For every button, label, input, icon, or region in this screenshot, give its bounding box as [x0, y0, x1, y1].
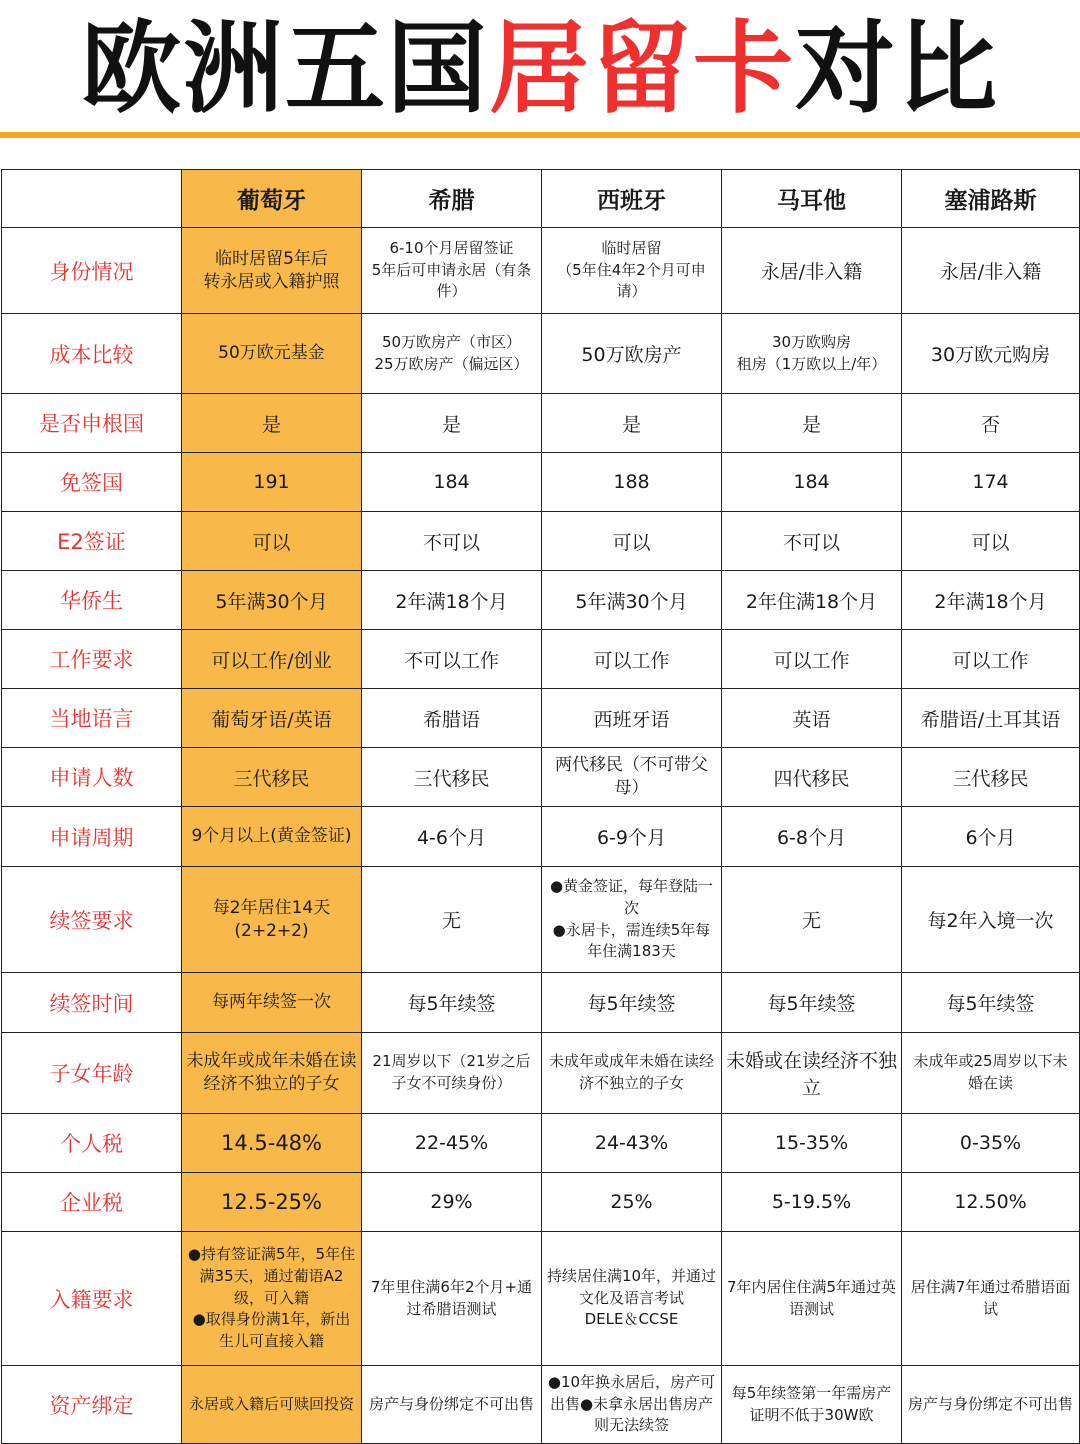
cell-malta: 是 — [722, 394, 902, 453]
cell-greece: 无 — [362, 867, 542, 973]
cell-malta: 30万欧购房 租房（1万欧以上/年） — [722, 314, 902, 394]
cell-malta: 6-8个月 — [722, 807, 902, 867]
cell-spain: 6-9个月 — [542, 807, 722, 867]
cell-cyprus: 174 — [902, 453, 1080, 512]
cell-cyprus: 12.50% — [902, 1173, 1080, 1232]
cell-cyprus: 可以 — [902, 512, 1080, 571]
cell-greece: 4-6个月 — [362, 807, 542, 867]
cell-cyprus: 每5年续签 — [902, 973, 1080, 1033]
table-row — [2, 1173, 1080, 1232]
cell-spain: 可以工作 — [542, 630, 722, 689]
cell-portugal: 可以工作/创业 — [182, 630, 362, 689]
row-label: 华侨生 — [2, 571, 182, 630]
cell-spain: 50万欧房产 — [542, 314, 722, 394]
row-label: 续签要求 — [2, 867, 182, 973]
cell-spain: 25% — [542, 1173, 722, 1232]
cell-portugal: 三代移民 — [182, 748, 362, 807]
header-corner — [2, 170, 182, 228]
title-divider — [0, 132, 1080, 138]
cell-portugal: 可以 — [182, 512, 362, 571]
title-banner — [0, 0, 1080, 132]
cell-greece: 房产与身份绑定不可出售 — [362, 1366, 542, 1444]
cell-portugal: 9个月以上(黄金签证) — [182, 807, 362, 867]
cell-cyprus: 0-35% — [902, 1114, 1080, 1173]
cell-malta: 不可以 — [722, 512, 902, 571]
cell-spain: 临时居留 （5年住4年2个月可申请） — [542, 228, 722, 314]
cell-malta: 15-35% — [722, 1114, 902, 1173]
header-greece: 希腊 — [362, 170, 542, 228]
row-label: 免签国 — [2, 453, 182, 512]
row-label: 身份情况 — [2, 228, 182, 314]
cell-greece: 不可以 — [362, 512, 542, 571]
table-row — [2, 228, 1080, 314]
cell-malta: 184 — [722, 453, 902, 512]
cell-greece: 6-10个月居留签证 5年后可申请永居（有条件） — [362, 228, 542, 314]
row-label: 申请周期 — [2, 807, 182, 867]
cell-cyprus: 每2年入境一次 — [902, 867, 1080, 973]
row-label: 企业税 — [2, 1173, 182, 1232]
row-label: 工作要求 — [2, 630, 182, 689]
table-row — [2, 394, 1080, 453]
cell-spain: ●黄金签证，每年登陆一次 ●永居卡，需连续5年每年住满183天 — [542, 867, 722, 973]
cell-portugal: 14.5-48% — [182, 1114, 362, 1173]
table-row — [2, 512, 1080, 571]
cell-cyprus: 否 — [902, 394, 1080, 453]
cell-spain: 5年满30个月 — [542, 571, 722, 630]
row-label: 个人税 — [2, 1114, 182, 1173]
cell-greece: 不可以工作 — [362, 630, 542, 689]
cell-greece: 184 — [362, 453, 542, 512]
cell-cyprus: 希腊语/土耳其语 — [902, 689, 1080, 748]
cell-greece: 是 — [362, 394, 542, 453]
cell-portugal: 未成年或成年未婚在读经济不独立的子女 — [182, 1033, 362, 1114]
row-label: 是否申根国 — [2, 394, 182, 453]
cell-cyprus: 2年满18个月 — [902, 571, 1080, 630]
cell-cyprus: 房产与身份绑定不可出售 — [902, 1366, 1080, 1444]
table-row — [2, 689, 1080, 748]
cell-malta: 无 — [722, 867, 902, 973]
header-cyprus: 塞浦路斯 — [902, 170, 1080, 228]
table-row — [2, 453, 1080, 512]
row-label: 入籍要求 — [2, 1232, 182, 1366]
cell-greece: 21周岁以下（21岁之后子女不可续身份） — [362, 1033, 542, 1114]
cell-malta: 英语 — [722, 689, 902, 748]
cell-portugal: 12.5-25% — [182, 1173, 362, 1232]
cell-cyprus: 未成年或25周岁以下未婚在读 — [902, 1033, 1080, 1114]
cell-portugal: 葡萄牙语/英语 — [182, 689, 362, 748]
table-row — [2, 1114, 1080, 1173]
table-row — [2, 314, 1080, 394]
cell-greece: 22-45% — [362, 1114, 542, 1173]
cell-greece: 每5年续签 — [362, 973, 542, 1033]
header-row — [2, 170, 1080, 228]
cell-spain: ●10年换永居后，房产可出售●未拿永居出售房产则无法续签 — [542, 1366, 722, 1444]
cell-cyprus: 居住满7年通过希腊语面试 — [902, 1232, 1080, 1366]
cell-malta: 每5年续签第一年需房产证明不低于30W欧 — [722, 1366, 902, 1444]
cell-portugal: 是 — [182, 394, 362, 453]
row-label: 当地语言 — [2, 689, 182, 748]
cell-greece: 29% — [362, 1173, 542, 1232]
cell-malta: 每5年续签 — [722, 973, 902, 1033]
page-title — [81, 10, 999, 127]
cell-greece: 三代移民 — [362, 748, 542, 807]
cell-malta: 四代移民 — [722, 748, 902, 807]
cell-malta: 未婚或在读经济不独立 — [722, 1033, 902, 1114]
cell-portugal: 191 — [182, 453, 362, 512]
cell-malta: 5-19.5% — [722, 1173, 902, 1232]
row-label: 成本比较 — [2, 314, 182, 394]
header-portugal: 葡萄牙 — [182, 170, 362, 228]
row-label: E2签证 — [2, 512, 182, 571]
row-label: 资产绑定 — [2, 1366, 182, 1444]
cell-greece: 2年满18个月 — [362, 571, 542, 630]
cell-spain: 是 — [542, 394, 722, 453]
cell-spain: 可以 — [542, 512, 722, 571]
cell-cyprus: 可以工作 — [902, 630, 1080, 689]
title-part-1: 欧洲五国 — [81, 10, 489, 127]
cell-spain: 持续居住满10年，并通过文化及语言考试 DELE＆CCSE — [542, 1232, 722, 1366]
cell-spain: 24-43% — [542, 1114, 722, 1173]
cell-cyprus: 6个月 — [902, 807, 1080, 867]
table-row — [2, 571, 1080, 630]
cell-cyprus: 30万欧元购房 — [902, 314, 1080, 394]
table-row — [2, 1232, 1080, 1366]
cell-malta: 7年内居住住满5年通过英语测试 — [722, 1232, 902, 1366]
cell-portugal: 临时居留5年后 转永居或入籍护照 — [182, 228, 362, 314]
title-part-3: 对比 — [795, 10, 999, 127]
cell-portugal: 每2年居住14天 (2+2+2) — [182, 867, 362, 973]
cell-portugal: 永居或入籍后可赎回投资 — [182, 1366, 362, 1444]
table-row — [2, 1366, 1080, 1444]
cell-portugal: ●持有签证满5年，5年住满35天，通过葡语A2级，可入籍 ●取得身份满1年，新出生儿可直接入籍 — [182, 1232, 362, 1366]
cell-spain: 未成年或成年未婚在读经济不独立的子女 — [542, 1033, 722, 1114]
cell-portugal: 每两年续签一次 — [182, 973, 362, 1033]
comparison-table — [1, 169, 1080, 1444]
table-row — [2, 748, 1080, 807]
cell-spain: 每5年续签 — [542, 973, 722, 1033]
row-label: 续签时间 — [2, 973, 182, 1033]
table-row — [2, 867, 1080, 973]
table-row — [2, 630, 1080, 689]
cell-greece: 7年里住满6年2个月+通过希腊语测试 — [362, 1232, 542, 1366]
cell-cyprus: 永居/非入籍 — [902, 228, 1080, 314]
table-row — [2, 807, 1080, 867]
title-part-2: 居留卡 — [489, 10, 795, 127]
cell-cyprus: 三代移民 — [902, 748, 1080, 807]
table-row — [2, 1033, 1080, 1114]
table-row — [2, 973, 1080, 1033]
row-label: 申请人数 — [2, 748, 182, 807]
cell-malta: 2年住满18个月 — [722, 571, 902, 630]
cell-spain: 188 — [542, 453, 722, 512]
cell-greece: 50万欧房产（市区） 25万欧房产（偏远区） — [362, 314, 542, 394]
cell-portugal: 50万欧元基金 — [182, 314, 362, 394]
header-spain: 西班牙 — [542, 170, 722, 228]
cell-malta: 永居/非入籍 — [722, 228, 902, 314]
cell-spain: 西班牙语 — [542, 689, 722, 748]
cell-spain: 两代移民（不可带父母） — [542, 748, 722, 807]
cell-malta: 可以工作 — [722, 630, 902, 689]
cell-greece: 希腊语 — [362, 689, 542, 748]
row-label: 子女年龄 — [2, 1033, 182, 1114]
cell-portugal: 5年满30个月 — [182, 571, 362, 630]
header-malta: 马耳他 — [722, 170, 902, 228]
